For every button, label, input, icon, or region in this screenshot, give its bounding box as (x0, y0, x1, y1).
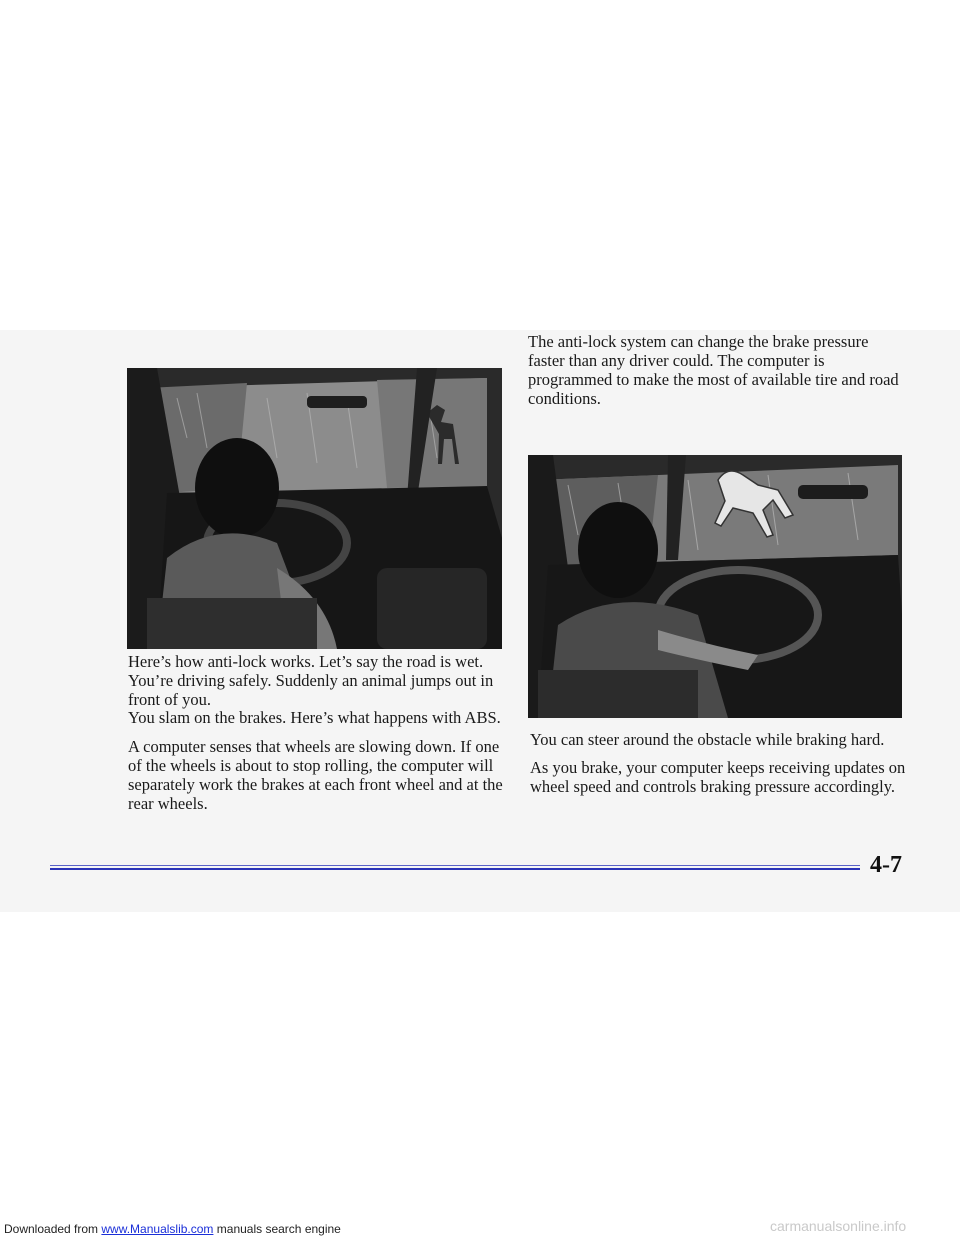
footer-rule-thick (50, 868, 860, 870)
page-number: 4-7 (870, 852, 902, 878)
paragraph-anti-lock-example: Here’s how anti-lock works. Let’s say the road is wet. You’re driving safely. Suddenly an animal jumps out in front of you. (128, 652, 494, 709)
paragraph-slam-brakes: You slam on the brakes. Here’s what happens with ABS. (128, 708, 501, 727)
illustration-driver-animal-ahead (127, 368, 502, 649)
paragraph-computer-senses: A computer senses that wheels are slowing down. If one of the wheels is about to stop rolling, the computer will separately work the brakes at each front wheel and at the rear wheels. (128, 737, 503, 813)
paragraph-brake-pressure: The anti-lock system can change the brake pressure faster than any driver could. The computer is programmed to make the most of available tire and road conditions. (528, 332, 899, 408)
footer-rule-thin (50, 865, 860, 866)
watermark-text: carmanualsonline.info (770, 1218, 907, 1234)
download-footer (4, 1222, 341, 1236)
footer-prefix: Downloaded from (4, 1222, 102, 1236)
footer-suffix: manuals search engine (213, 1222, 341, 1236)
paragraph-wheel-speed-updates: As you brake, your computer keeps receiving updates on wheel speed and controls braking pressure accordingly. (530, 758, 906, 796)
illustration-driver-steering-around-deer (528, 455, 902, 718)
manual-page (0, 330, 960, 912)
manualslib-link[interactable]: www.Manualslib.com (101, 1222, 214, 1236)
paragraph-steer-around: You can steer around the obstacle while braking hard. (530, 730, 885, 749)
